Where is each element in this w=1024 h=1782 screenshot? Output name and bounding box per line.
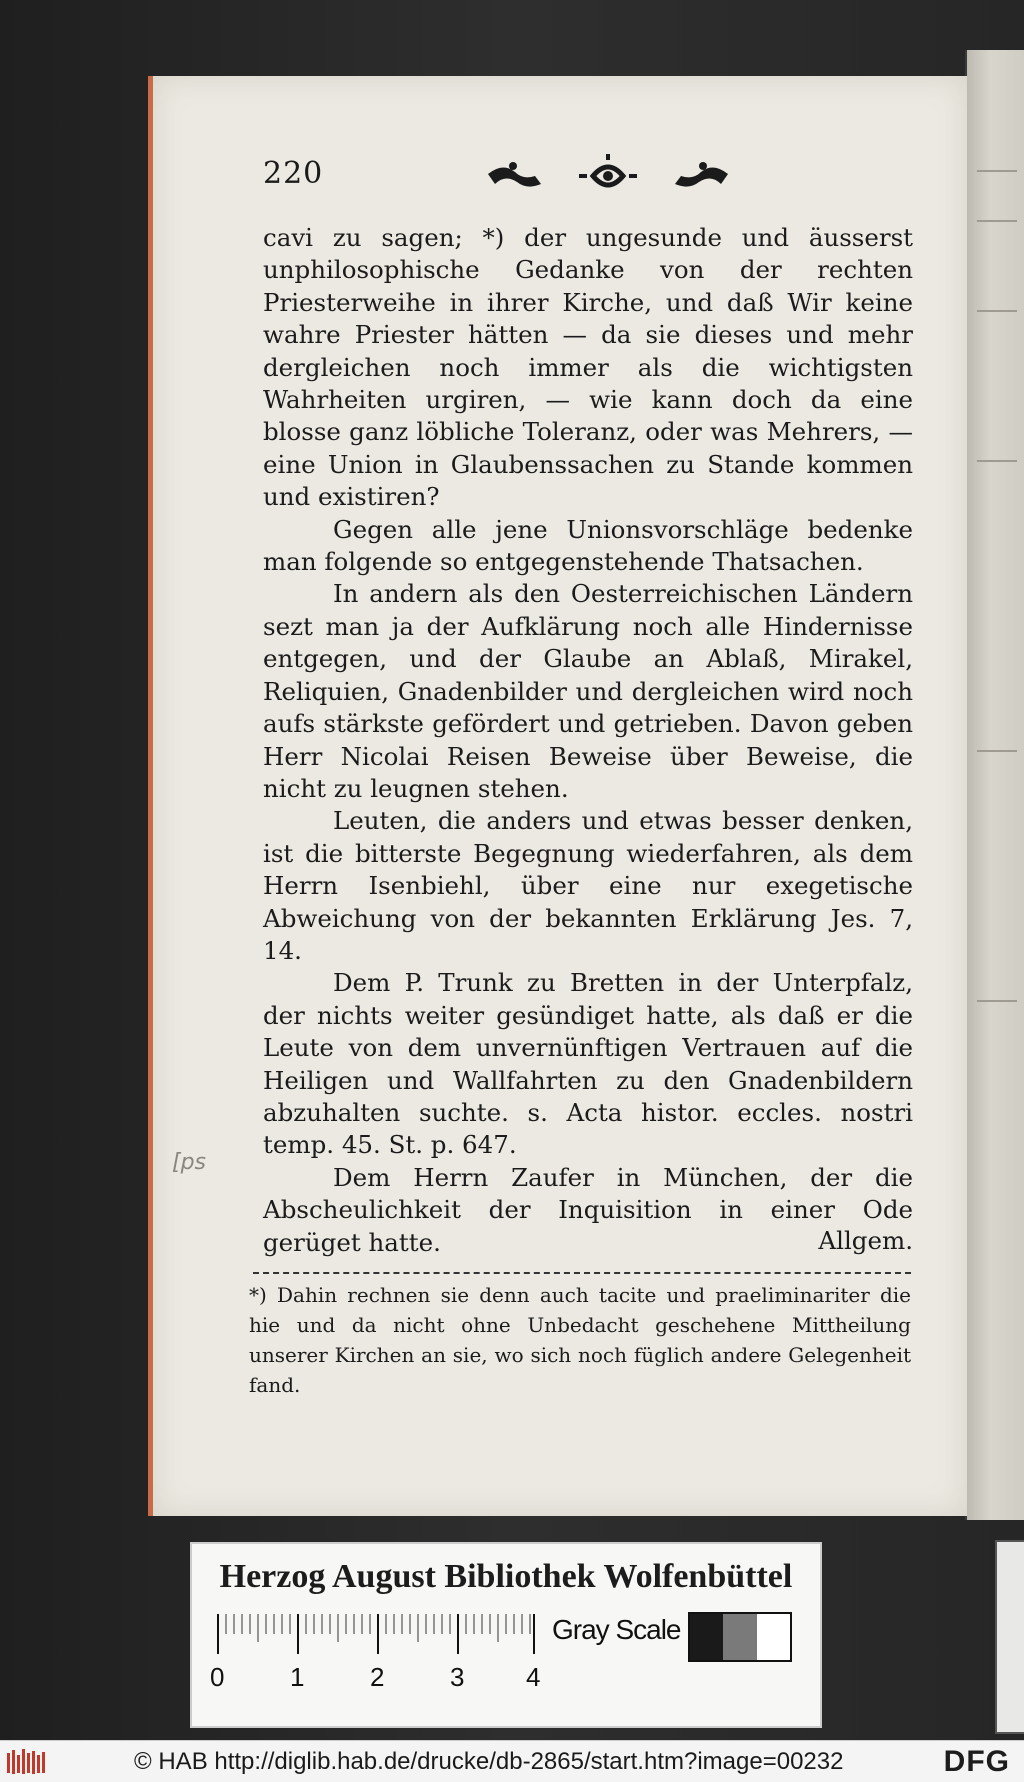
gray-patch-mid	[723, 1614, 756, 1660]
gray-scale-patches	[688, 1612, 792, 1662]
paragraph: Gegen alle jene Unionsvorschläge bedenke man folgende so entgegenstehende Thatsachen.	[263, 514, 913, 577]
book-page	[148, 76, 967, 1516]
gray-scale-label: Gray Scale	[552, 1614, 681, 1645]
paragraph: cavi zu sagen; *) der ungesunde und äusserst unphilosophische Gedanke von der rechten Priesterweihe in ihrer Kirche, und daß Wir keine wahre Priester hätten — da sie dieses und mehr dergleichen noch immer als die wichtigsten Wahrheiten urgiren, — wie kann doch da eine blosse ganz löbliche Toleranz, oder was Mehrers, — eine Union in Glaubenssachen zu Stande kommen und existiren?	[263, 223, 913, 512]
hab-logo-icon	[6, 1747, 48, 1777]
ruler-label: 3	[450, 1662, 465, 1692]
gray-patch-dark	[690, 1614, 723, 1660]
paragraph: Dem P. Trunk zu Bretten in der Unterpfalz, der nichts weiter gesündiget hatte, als daß er die Leute von dem unvernünftigen Vertrauen auf die Heiligen und Wallfahrten zu den Gnadenbildern abzuhalten suchte. s. Acta histor. eccles. nostri temp. 45. St. p. 647.	[263, 968, 913, 1160]
ruler-label: 1	[290, 1662, 305, 1692]
page-number: 220	[263, 156, 324, 191]
paragraph: Dem Herrn Zaufer in München, der die Abscheulichkeit der Inquisition in einer Ode gerüget hatte.	[263, 1162, 913, 1257]
main-text	[263, 222, 913, 1259]
right-color-tab	[995, 1540, 1024, 1734]
target-title: Herzog August Bibliothek Wolfenbüttel	[219, 1558, 793, 1595]
catchword: Allgem.	[818, 1226, 913, 1255]
ruler-label: 0	[210, 1662, 225, 1692]
next-page-edge	[965, 50, 1024, 1520]
color-target	[190, 1542, 822, 1728]
page-header	[263, 154, 863, 204]
footnote-rule	[253, 1272, 911, 1274]
paragraph: In andern als den Oesterreichischen Ländern sezt man ja der Aufklärung noch alle Hindernisse entgegen, und der Glaube an Ablaß, Mirakel, Reliquien, Gnadenbilder und dergleichen wird noch aufs stärkste gefördert und getrieben. Davon geben Herr Nicolai Reisen Beweise über Beweise, die nicht zu leugnen stehen.	[263, 579, 913, 803]
footer-bar	[0, 1740, 1024, 1782]
footnote: *) Dahin rechnen sie denn auch tacite und praeliminariter die hie und da nicht ohne Unbedacht geschehene Mittheilung unserer Kirchen an sie, wo sich noch füglich andere Gelegenheit fand.	[249, 1283, 911, 1397]
copyright-url[interactable]: © HAB http://diglib.hab.de/drucke/db-2865/start.htm?image=00232	[134, 1748, 844, 1775]
printer-ornament	[483, 154, 733, 198]
dfg-logo: DFG	[943, 1745, 1010, 1778]
gray-patch-light	[757, 1614, 790, 1660]
ruler-label: 2	[370, 1662, 385, 1692]
paragraph: Leuten, die anders und etwas besser denken, ist die bitterste Begegnung wiederfahren, als dem Herrn Isenbiehl, über eine nur exegetische Abweichung von der bekannten Erklärung Jes. 7, 14.	[263, 806, 913, 965]
pencil-marginal-note: [ps	[172, 1150, 207, 1175]
ruler-label: 4	[526, 1662, 541, 1692]
